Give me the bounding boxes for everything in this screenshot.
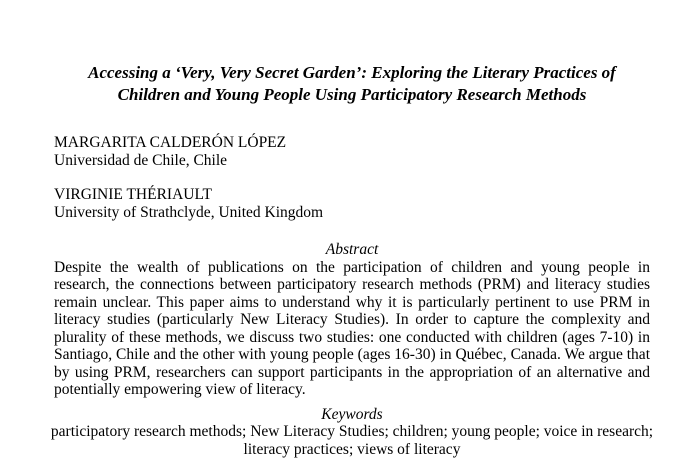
keywords-text: participatory research methods; New Literacy Studies; children; young people; voice in research; literacy practices; views of literacy xyxy=(50,423,654,458)
paper-title: Accessing a ‘Very, Very Secret Garden’: Exploring the Literary Practices of Children and Young People Using Participatory Research Methods xyxy=(88,63,616,104)
author-name: VIRGINIE THÉRIAULT xyxy=(54,186,212,203)
abstract-text: Despite the wealth of publications on the participation of children and young people in research, the connections between participatory research methods (PRM) and literacy studies remain unclear. This paper aims to understand why it is particularly pertinent to use PRM in literacy studies (particularly New Literacy Studies). In order to capture the complexity and plurality of these methods, we discuss two studies: one conducted with children (ages 7-10) in Santiago, Chile and the other with young people (ages 16-30) in Québec, Canada. We argue that by using PRM, researchers can support participants in the appropriation of an alternative and potentially empowering view of literacy. xyxy=(54,258,650,398)
keywords-heading: Keywords xyxy=(321,405,383,423)
author-block-1 xyxy=(54,134,650,169)
abstract-heading: Abstract xyxy=(325,241,379,258)
abstract-section xyxy=(54,241,650,399)
authors-block xyxy=(54,134,650,221)
author-block-2 xyxy=(54,186,650,221)
author-affiliation: Universidad de Chile, Chile xyxy=(54,151,228,169)
author-name: MARGARITA CALDERÓN LÓPEZ xyxy=(54,134,287,151)
keywords-section xyxy=(50,405,654,459)
author-affiliation: University of Strathclyde, United Kingdom xyxy=(54,203,324,221)
